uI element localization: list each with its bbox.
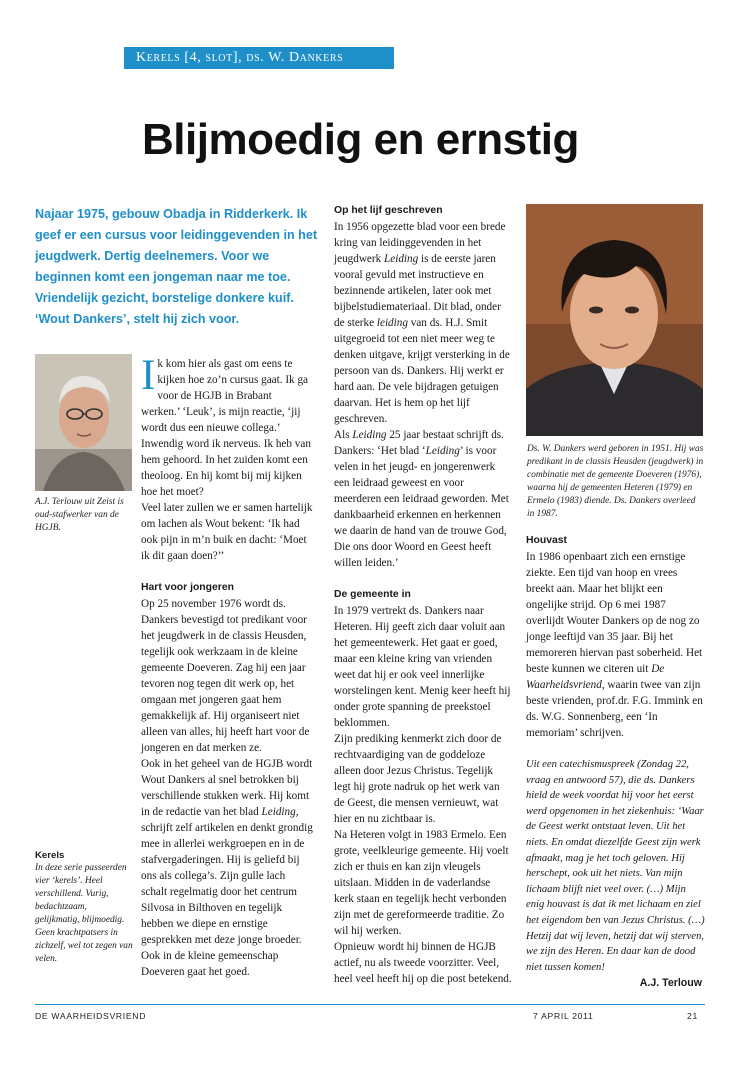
- paragraph: Veel later zullen we er samen hartelijk om lachen als Wout bekent: ‘Ik had ook pijn in m’n buik en dacht: ‘Moet ik dit gaan doen?’’: [141, 502, 313, 562]
- footer-date: 7 APRIL 2011: [533, 1011, 594, 1021]
- drop-cap: I: [141, 352, 156, 399]
- headline: Blijmoedig en ernstig: [142, 115, 579, 164]
- paragraph: In 1956 opgezette blad voor een brede kring van leidinggevenden in het jeugdwerk Leiding is de eerste jaren vooral gevuld met instructieve en bezinnende artikelen, later ook met bijbelstudiemateriaal. Dit blad, onder de sterke leiding van ds. H.J. Smit uitgegroeid tot een niet meer weg te denken uitgave, krijgt versterking in de persoon van ds. Dankers. Hij werkt er hard aan. De vele bijdragen getuigen daarvan. Het is hem op het lijf geschreven.: [334, 221, 510, 425]
- subheading: Hart voor jongeren: [141, 582, 234, 593]
- page-number: 21: [687, 1011, 698, 1021]
- column-3: [526, 533, 706, 991]
- dankers-portrait: [526, 204, 703, 436]
- author-photo: [35, 354, 132, 491]
- paragraph: In 1986 openbaart zich een ernstige ziekte. Een tijd van hoop en vrees breekt aan. Maar het blijkt een ongelijke strijd. Op 6 mei 1987 overlijdt Wouter Dankers op de nog zo jonge leeftijd van 35 jaar. Bij het memoreren hiervan past soberheid. Het beste kunnen we citeren uit De Waarheidsvriend, waarin twee van zijn beste vrienden, prof.dr. F.G. Immink en ds. W.G. Sonnenberg, een ‘In memoriam’ schrijven.: [526, 551, 703, 739]
- sermon-quote: Uit een catechismuspreek (Zondag 22, vraag en antwoord 57), die ds. Dankers hield de week voordat hij voor het eerst werd opgenomen in het ziekenhuis: ‘Waar de Geest werkt ontstaat leven. Uit het niets. En omdat diezelfde Geest zijn werk afmaakt, mag je het toch geloven. Hij herschept, ook uit het niets. Van mijn lichaam blijft niet veel over. (…) Mijn enig houvast is dat ik met lichaam en ziel het eigendom ben van Jezus Christus. (…) Hetzij dat wij leven, hetzij dat wij sterven, we zijn des Heren. En daar kan de dood niet tussen komen!: [526, 759, 705, 973]
- kerels-sidebar: [35, 849, 133, 966]
- paragraph: Na Heteren volgt in 1983 Ermelo. Een grote, veelkleurige gemeente. Hij voelt zich er thuis en kan zijn vleugels uitslaan. Midden in de vaderlandse kerk staan en tegelijk hecht verbonden zijn met de gereformeerde traditie. Zo wil hij werken.: [334, 829, 509, 937]
- subheading: De gemeente in: [334, 589, 411, 600]
- paragraph: Op 25 november 1976 wordt ds. Dankers bevestigd tot predikant voor het jeugdwerk in de classis Heusden, tegelijk ook werkzaam in de kleine gemeente Doeveren. Zag hij een jaar tevoren nog tegen dit werk op, het omgaan met jongeren gaat hem gemakkelijk af. Hij organiseert niet alleen van alles, hij heeft hart voor de jongeren en dat merken ze.: [141, 598, 310, 754]
- subheading: Op het lijf geschreven: [334, 205, 443, 216]
- kerels-heading: Kerels: [35, 850, 65, 861]
- column-1: [141, 352, 313, 980]
- paragraph: Opnieuw wordt hij binnen de HGJB actief, nu als tweede voorzitter. Veel, heel veel heeft hij op die post betekend.: [334, 941, 512, 985]
- footer-rule: [35, 1004, 705, 1005]
- subheading: Houvast: [526, 535, 567, 546]
- paragraph: In 1979 vertrekt ds. Dankers naar Heteren. Hij geeft zich daar voluit aan het gemeentewerk. Het gaat er goed, maar een kleine kring van vrienden weet dat hij er ook veel innerlijke worstelingen kent. Menig keer heeft hij onder grote spanning de preekstoel beklommen.: [334, 605, 511, 729]
- author-signature: A.J. Terlouw: [639, 977, 702, 990]
- intro-text: k kom hier als gast om eens te kijken hoe zo’n cursus gaat. Ik ga voor de HGJB in Brabant werken.’ ‘Leuk’, is mijn reactie, ‘jij wordt dus een nieuwe collega.’ Inwendig word ik nerveus. Ik heb van hem gehoord. In het zuiden komt een theoloog. En hij komt bij mij kijken hoe het moet?: [141, 358, 311, 498]
- portrait-caption: Ds. W. Dankers werd geboren in 1951. Hij was predikant in de classis Heusden (jeugdwerk) in combinatie met de gemeente Doeveren (1976), waarna hij de gemeenten Heteren (1979) en Ermelo (1983) diende. Ds. Dankers overleed in 1987.: [527, 444, 704, 519]
- paragraph: Zijn prediking kenmerkt zich door de rechtvaardiging van de goddeloze alleen door Jezus Christus. Tegelijk legt hij grote nadruk op het werk van de Geest, die mensen vernieuwt, wat hier en nu zichtbaar is.: [334, 733, 502, 825]
- intro-paragraph: [141, 352, 313, 500]
- series-label: Kerels [4, slot], ds. W. Dankers: [124, 47, 394, 69]
- paragraph: Ook in het geheel van de HGJB wordt Wout Dankers al snel betrokken bij verschillende stukken werk. Hij komt in de redactie van het blad Leiding, schrijft zelf artikelen en denkt grondig mee in allerlei werkgroepen en in de stafvergaderingen. Hij is geliefd bij ons als collega’s. Zijn gulle lach schalt regelmatig door het centrum Silvosa in Bilthoven en tegelijk hebben we diepe en ernstige gesprekken met deze jonge broeder. Ook in de kleine gemeenschap Doeveren gaat het goed.: [141, 758, 313, 978]
- footer-publication: DE WAARHEIDSVRIEND: [35, 1011, 147, 1021]
- author-photo-caption: A.J. Terlouw uit Zeist is oud-stafwerker van de HGJB.: [35, 497, 124, 533]
- paragraph: Als Leiding 25 jaar bestaat schrijft ds. Dankers: ‘Het blad ‘Leiding’ is voor velen in het jeugd- en jongerenwerk een leidraad geweest en voor meerderen een leidraad geworden. Met dankbaarheid erkennen en herkennen we daarin de hand van de trouwe God, Die ons door Woord en Geest heeft willen leiden.’: [334, 429, 509, 569]
- kerels-text: In deze serie passeerden vier ‘kerels’. Heel verschillend. Vurig, bedachtzaam, gelijkmatig, blijmoedig. Geen krachtpatsers in zichzelf, wel tot zegen van velen.: [35, 863, 133, 964]
- lead-paragraph: Najaar 1975, gebouw Obadja in Ridderkerk. Ik geef er een cursus voor leidinggevenden in het jeugdwerk. Dertig deelnemers. Voor we beginnen komt een jongeman naar me toe. Vriendelijk gezicht, borstelige donkere kuif. ‘Wout Dankers’, stelt hij zich voor.: [35, 207, 318, 326]
- column-2: [334, 203, 512, 987]
